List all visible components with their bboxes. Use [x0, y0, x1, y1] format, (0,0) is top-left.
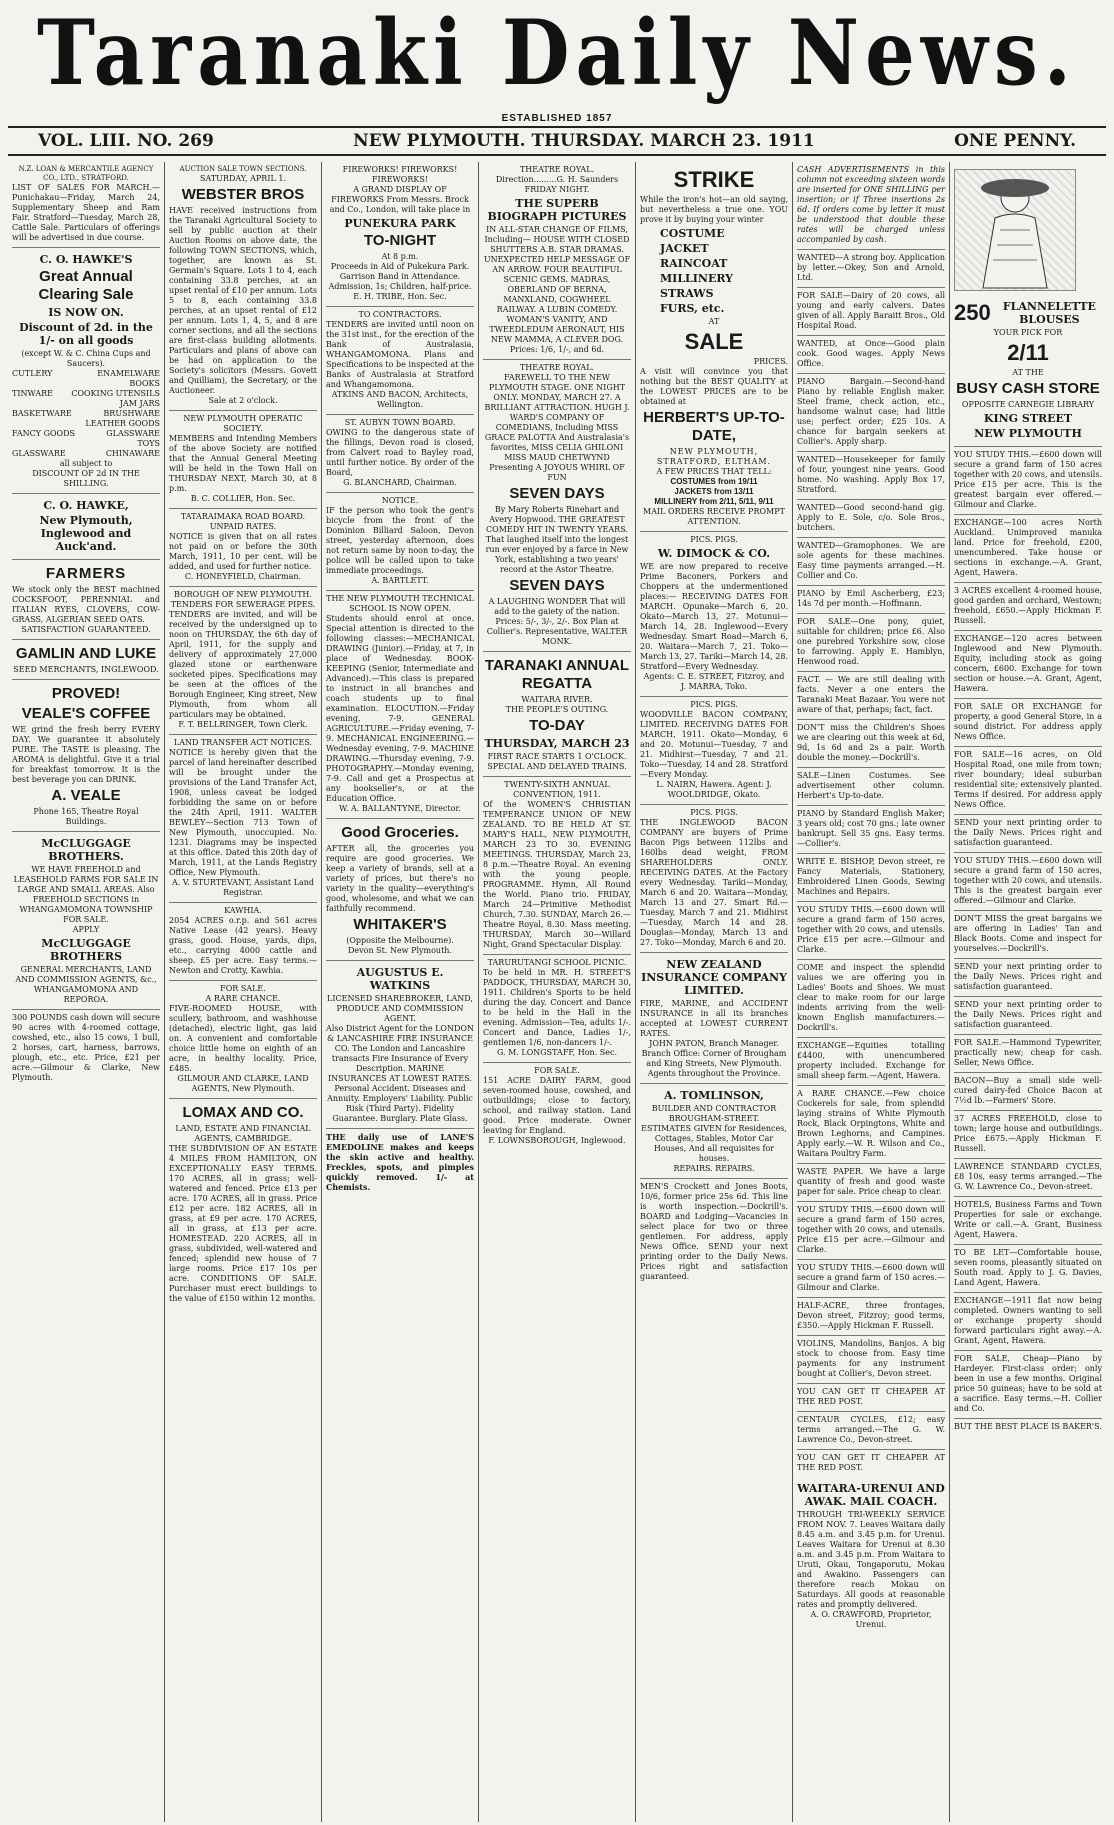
ad-misc-notices — [640, 1179, 788, 1286]
ad-signature: E. H. TRIBE, Hon. Sec. — [353, 292, 447, 301]
ad-heading: WAITARA-URENUI AND AWAK. MAIL COACH. — [797, 1482, 945, 1508]
ad-theatre-seven-days — [483, 360, 631, 652]
column-3 — [322, 162, 479, 1822]
small-ad: WANTED—Housekeeper for family of four, youngest nine years. Good home. No washing. Apply Box 17, Stratford. — [797, 452, 945, 500]
price-line: JACKETS from 13/11 — [674, 487, 754, 496]
small-ad: FOR SALE—16 acres, on Old Hospital Road, one mile from town; river boundary; ideal suburban residential site; extensively planted. Terms if desired. For address apply News Office. — [954, 747, 1102, 815]
ad-text: By Mary Roberts Rinehart and Avery Hopwood. THE GREATEST COMEDY HIT IN TWENTY YEARS. That laughed itself into the longest run ever enjoyed by a farce in New York, establishing a two years' record at the Astor Theatre. — [485, 505, 629, 574]
ad-subtitle: TENDERS FOR SEWERAGE PIPES. — [170, 600, 316, 609]
small-ad: WANTED—Good second-hand gig. Apply to E. Sole, c/o. Sole Bros., butchers. — [797, 500, 945, 538]
ad-body: 300 POUNDS cash down will secure 90 acres with 4-roomed cottage, cowshed, etc., also 15 cows, 1 bull, 2 horses, cart, harness, barrows, plough, etc., etc. Price, £21 per acre.—Gilmour & Clarke, New Plymouth. — [12, 1013, 160, 1082]
ad-inglewood-bacon — [640, 805, 788, 953]
small-ad: WANTED—A strong boy. Application by letter.—Okey, Son and Arnold, Ltd. — [797, 250, 945, 288]
ad-signature: C. HONEYFIELD, Chairman. — [184, 572, 302, 581]
ad-tomlinson — [640, 1084, 788, 1179]
ad-title: WEBSTER BROS — [181, 186, 305, 203]
ad-veale-coffee — [12, 680, 160, 832]
small-ad: WANTED—Gramophones. We are sole agents for these machines. Easy time payments arranged.—H. Collier and Co. — [797, 538, 945, 586]
small-ad: PIANO by Emil Ascherberg, £23; 14s 7d per month.—Hoffmann. — [797, 586, 945, 614]
ad-lomax — [169, 1099, 317, 1308]
ad-heading: McCLUGGAGE BROTHERS. — [41, 837, 131, 863]
ad-body: WE grind the fresh berry EVERY DAY. We guarantee it absolutely PURE. The TASTE is pleasing. The AROMA is delightful. Give it a trial for breakfast tomorrow. It is the best beverage you can DRINK. — [12, 725, 160, 784]
ad-store: BUSY CASH STORE — [956, 380, 1100, 397]
ad-body: AFTER all, the groceries you require are good groceries. We keep a variety of brands, sell at a variety of prices, but there's no variety in the quality—everything's good, wholesome, and what we can faithfully recommend. — [326, 844, 474, 913]
ad-body: 151 ACRE DAIRY FARM, good seven-roomed house, cowshed, and outbuildings; close to factory, school, and railway station. Land good. Price moderate. Owner leaving for England. — [483, 1076, 631, 1135]
ad-heading: NEW ZEALAND INSURANCE COMPANY LIMITED. — [641, 958, 787, 997]
ad-text: AT — [708, 317, 720, 326]
ad-heading: AUGUSTUS E. WATKINS — [356, 966, 444, 992]
ad-title: SEVEN DAYS — [509, 577, 605, 594]
ad-store: HERBERT'S UP-TO-DATE, — [643, 409, 785, 444]
ad-text: REPAIRS. REPAIRS. — [673, 1164, 755, 1173]
ad-title: THE SUPERB BIOGRAPH PICTURES — [487, 197, 627, 223]
ad-dimock-pigs — [640, 532, 788, 697]
ad-signature: A. VEALE — [51, 787, 121, 804]
ad-text: Devon St. New Plymouth. — [347, 946, 452, 955]
ad-hawke-branches — [12, 494, 160, 560]
ad-heading: C. O. HAWKE, — [43, 499, 129, 512]
strike-item: MILLINERY — [660, 272, 734, 285]
ad-heading: PICS. PIGS. — [690, 808, 738, 817]
goods-list-item — [12, 439, 160, 449]
small-ad: YOU STUDY THIS.—£600 down will secure a grand farm of 150 acres.—Gilmour and Clarke. — [797, 1260, 945, 1298]
ad-heading: PICS. PIGS. — [690, 535, 738, 544]
ad-fireworks — [326, 162, 474, 307]
ad-title: TO-NIGHT — [363, 232, 437, 249]
ad-kawhia — [169, 903, 317, 981]
ad-text: PRICES. — [753, 357, 788, 366]
small-ad: YOU STUDY THIS.—£600 down will secure a grand farm of 150 acres together with 20 cows, and utensils. Price £15 per acre. This is the greatest bargain ever offered.—Gilmour and Clarke. — [954, 447, 1102, 515]
ad-lanes — [326, 1129, 474, 1196]
ad-body: MEMBERS and Intending Members of the above Society are notified that the Annual General Meeting will be held in the Town Hall on THURSDAY NEXT, March 30, at 8 p.m. — [169, 434, 317, 493]
ad-date: THURSDAY, MARCH 23 — [484, 737, 630, 750]
ad-text: (Opposite the Melbourne). — [346, 936, 454, 945]
ad-title: TO-DAY — [529, 717, 585, 734]
ad-discount: Discount of 2d. in the 1/- on all goods — [19, 321, 153, 347]
small-ads-list — [797, 250, 945, 1477]
newspaper-title: Taranaki Daily News. — [37, 1, 1077, 106]
ad-heading: LAND TRANSFER ACT NOTICES. — [173, 738, 313, 747]
goods-item-label: COOKING UTENSILS — [71, 389, 160, 398]
ad-heading: PICS. PIGS. — [690, 700, 738, 709]
ad-signature: WHITAKER'S — [353, 916, 447, 933]
strike-item: COSTUME — [660, 227, 725, 240]
masthead — [8, 0, 1106, 112]
ad-subtitle: UNPAID RATES. — [209, 522, 277, 531]
ad-date: FRIDAY NIGHT. — [524, 185, 590, 194]
column-4 — [479, 162, 636, 1822]
issue-price: ONE PENNY. — [954, 131, 1076, 151]
ad-technical-school — [326, 591, 474, 819]
ad-signature: ATKINS AND BACON, Architects, Wellington. — [331, 390, 469, 409]
ad-text: all subject to — [59, 459, 113, 468]
goods-item-label: LEATHER GOODS — [85, 419, 160, 428]
strike-item: FURS, etc. — [660, 302, 725, 315]
ad-address: NEW PLYMOUTH — [974, 427, 1082, 440]
ad-heading: BOROUGH OF NEW PLYMOUTH. — [174, 590, 312, 599]
ad-heading: FLANNELETTE BLOUSES — [1002, 300, 1096, 326]
ad-tataraimaka — [169, 509, 317, 587]
ad-signature: W. A. BALLANTYNE, Director. — [339, 804, 461, 813]
small-ad: DON'T miss the Children's Shoes we are clearing out this week at 6d, 9d, 1s 6d and 2s a pair. Worth double the money.—Dockrill's. — [797, 720, 945, 768]
goods-list — [12, 369, 160, 459]
goods-item-label: BOOKS — [129, 379, 160, 388]
ad-title: SEVEN DAYS — [509, 485, 605, 502]
ad-heading: GAMLIN AND LUKE — [15, 645, 157, 662]
ad-borough — [169, 587, 317, 735]
ad-body: We stock only the BEST machined COCKSFOOT, PERENNIAL and ITALIAN RYES, CLOVERS, COW-GRASS, ALGERIAN SEED OATS. — [12, 585, 160, 624]
ad-text: AT THE — [1012, 368, 1044, 377]
ad-body: IN ALL-STAR CHANGE OF FILMS, Including— HOUSE WITH CLOSED SHUTTERS A.B. STAR DRAMAS. UNEXPECTED HELP MESSAGE OF AN ARROW. FOUR BEAUTIFUL SCENIC GEMS. MADRAS, OBERLAND OF BERNA, MANXLAND, COGWHEEL RAILWAY. A LUBIN COMEDY. WOMAN'S VANITY, AND TWEEDLEDUM AERONAUT, HIS NEW MAMMA, A CLEVER DOG. — [483, 225, 631, 344]
ad-body: FIVE-ROOMED HOUSE, with scullery, bathroom, and washhouse (detached), electric light, gas laid on. A convenient and comfortable choice little home on eighth of an acre, in healthy locality. Price, £485. — [169, 1004, 317, 1073]
column-2 — [165, 162, 322, 1822]
ad-time: At 8 p.m. — [381, 252, 419, 261]
small-ad: CENTAUR CYCLES, £12; easy terms arranged.—The G. W. Lawrence Co., Devon-street. — [797, 1412, 945, 1450]
goods-item-label: GLASSWARE — [106, 429, 160, 438]
ad-woodville-bacon — [640, 697, 788, 805]
ad-text: THE PEOPLE'S OUTING. — [505, 705, 609, 714]
ad-signature: A. V. STURTEVANT, Assistant Land Registrar. — [171, 878, 315, 897]
ad-body: Of the WOMEN'S CHRISTIAN TEMPERANCE UNION OF NEW ZEALAND. TO BE HELD AT ST. MARY'S HALL, NEW PLYMOUTH, MARCH 23 TO 30. EVENING MEETINGS. THURSDAY, March 23, 8 p.m.—Theatre Royal. An evening with the young people. PROGRAMME. Hymn, All Round the World. Piano trio. FRIDAY, March 24—Primitive Methodist Church, 7.30. SUNDAY, March 26.—Theatre Royal, 8.30. Mass meeting. THURSDAY, March 30—Willard Night, Grand Spectacular Display. — [483, 800, 631, 949]
ad-body: A GRAND DISPLAY OF FIREWORKS From Messrs. Brock and Co., London, will take place in — [329, 185, 471, 214]
goods-item-label: CUTLERY — [12, 369, 53, 378]
ad-body: THE SUBDIVISION OF AN ESTATE 4 MILES FROM HAMILTON, ON EXCEPTIONALLY EASY TERMS. 170 ACRES, all in grass; well-watered and fenced. Price £13 per acre. 170 ACRES, all in grass. Price £12 per acre. 182 ACRES, all in grass, at £9 per acre. 170 ACRES, all in grass, at £13 per acre. HOMESTEAD. 220 ACRES, all in grass, subdivided, well-watered and fenced; splendid new house of 7 large rooms. Price £17 10s per acre. CONDITIONS OF SALE. Purchaser must erect buildings to the value of £150 within 12 months. — [169, 1144, 317, 1303]
small-ad: YOU STUDY THIS.—£600 down will secure a grand farm of 150 acres, together with 20 cows, and utensils. This is the greatest bargain ever offered.—Gilmour and Clarke. — [954, 853, 1102, 911]
ad-gamlin-luke — [12, 640, 160, 680]
ad-text: A LAUGHING WONDER That will add to the gaiety of the nation. Prices: 5/-, 3/-, 2/-. Box Plan at Collier's. Representative, WALTER MONK. — [486, 597, 628, 646]
ad-herberts-strike — [640, 162, 788, 532]
ad-heading: NOTICE. — [381, 496, 419, 505]
small-ad: SEND your next printing order to the Daily News. Prices right and satisfaction guaranteed. — [954, 815, 1102, 853]
ad-subtitle: New Plymouth, Inglewood and Auck'and. — [39, 514, 133, 553]
goods-item-label: BASKETWARE — [12, 409, 72, 418]
ad-whitakers — [326, 819, 474, 961]
strike-item: STRAWS — [660, 287, 714, 300]
ad-farmers — [12, 560, 160, 640]
small-ad: BACON—Buy a small side well-cured dairy-fed Choice Bacon at 7½d lb.—Farmers' Store. — [954, 1073, 1102, 1111]
ad-heading: THE NEW PLYMOUTH TECHNICAL SCHOOL IS NOW OPEN. — [326, 594, 474, 613]
ad-body: THROUGH TRI-WEEKLY SERVICE FROM NOV. 7. Leaves Waitara daily 8.45 a.m. and 3.45 p.m. for Urenui. Leaves Waitara for Urenui at 8.30 a.m. and 3.45 p.m. From Waitara to Uruti, Okau, Tongaporutu, Mokau and Awakino. Passengers can therefore reach Mokau on Saturdays. All goods at reasonable rates and promptly delivered. — [797, 1510, 945, 1609]
goods-item-label: FANCY GOODS — [12, 429, 75, 438]
ad-heading: Good Groceries. — [341, 824, 459, 841]
goods-item-label: GLASSWARE — [12, 449, 66, 458]
ad-signature: McCLUGGAGE BROTHERS — [41, 937, 131, 963]
ad-body: FAREWELL TO THE NEW PLYMOUTH STAGE. ONE NIGHT ONLY. MONDAY, MARCH 27. A BRILLIANT ATTRACTION. HUGH J. WARD'S COMPANY OF COMEDIANS, Including MISS GRACE PALOTTA And Australasia's favorites, MISS CELIA GHILONI MISS MAUD CHETWYND Presenting A JOYOUS WHIRL OF FUN — [484, 373, 630, 482]
ad-heading: KAWHIA. — [224, 906, 262, 915]
goods-list-item — [12, 409, 160, 419]
ad-signature: F. LOWNSBOROUGH, Inglewood. — [488, 1136, 626, 1145]
ad-heading: C. O. HAWKE'S — [39, 253, 133, 266]
ad-text: Sale at 2 o'clock. — [208, 396, 278, 405]
small-ad: SEND your next printing order to the Daily News. Prices right and satisfaction guaranteed. — [954, 997, 1102, 1035]
ad-heading: LOMAX AND CO. — [182, 1104, 304, 1121]
small-ad: HOTELS, Business Farms and Town Properties for sale or exchange. Write or call.—A. Grant, Business Agent, Hawera. — [954, 1197, 1102, 1245]
strike-item: JACKET — [660, 242, 709, 255]
ad-signature: G. BLANCHARD, Chairman. — [343, 478, 457, 487]
ad-body: 2054 ACRES o.r.p. and 561 acres Native Lease (42 years). Heavy grass, good. House, yards, dips, etc., carrying 4000 cattle and sheep. £5 per acre. Easy terms.—Newton and Crotty, Kawhia. — [169, 916, 317, 975]
ad-body: ESTIMATES GIVEN for Residences, Cottages, Stables, Motor Car Houses, And all requisites for houses. — [641, 1124, 787, 1163]
small-ad: LAWRENCE STANDARD CYCLES, £8 10s, easy terms arranged.—The G. W. Lawrence Co., Devon-street. — [954, 1159, 1102, 1197]
ad-text: MAIL ORDERS RECEIVE PROMPT ATTENTION. — [643, 507, 785, 526]
ad-wctu — [483, 777, 631, 955]
ad-signature: F. T. BELLRINGER, Town Clerk. — [178, 720, 308, 729]
ad-heading: TWENTY-SIXTH ANNUAL CONVENTION, 1911. — [504, 780, 610, 799]
ad-place: PUNEKURA PARK — [344, 217, 456, 230]
ad-theatre-biograph — [483, 162, 631, 360]
ad-nz-insurance — [640, 953, 788, 1084]
column-6 — [793, 162, 950, 1822]
ad-heading: TARURUTANGI SCHOOL PICNIC. — [487, 958, 627, 967]
ad-body: To be held in MR. H. STREET'S PADDOCK, THURSDAY, MARCH 30, 1911. Children's Sports to be held during the day. Concert and Dance to be held in the Hall in the evening. Admission—Tea, adults 1/-. Concert and Dance, Ladies 1/-, gentlemen 1/6, non-dancers 1/-. — [483, 968, 631, 1047]
goods-item-label: JAM JARS — [119, 399, 160, 408]
strike-item-list — [640, 227, 788, 315]
ad-body: HAVE received instructions from the Taranaki Agricultural Society to sell by public auction at their Auction Rooms on above date, the following TOWN SECTIONS, which, together, are known as St. Germain's Square. Lots 1 to 4, each containing 33.8 perches, at an upset rental of £10 per annum. Lots 5 to 8, each containing 33.8 perches, at an upset rental of £12 per annum. Lots 1, 4, 5, and 8 are corner sections, and all the sections are first-class building allotments. Particulars and plans of above can be had on application to the Society's solicitors (Messrs. Govett and Quilliam), the Secretary, or the Auctioneer. — [169, 206, 317, 395]
ad-text: DISCOUNT OF 2d IN THE SHILLING. — [32, 469, 140, 488]
ad-body: NOTICE is given that on all rates not paid on or before the 30th March, 1911, 10 per cent. will be added, and used for further notice. — [169, 532, 317, 571]
goods-list-item — [12, 449, 160, 459]
ad-mccluggage — [12, 832, 160, 1010]
ad-text: OPPOSITE CARNEGIE LIBRARY — [961, 400, 1095, 409]
dateline-bar — [8, 126, 1106, 156]
ad-signature: L. NAIRN, Hawera. Agent: J. WOOLDRIDGE, Okato. — [656, 780, 772, 799]
small-ad: BUT THE BEST PLACE IS BAKER'S. — [954, 1422, 1102, 1431]
ad-subtitle: BUILDER AND CONTRACTOR BROUGHAM-STREET. — [651, 1104, 777, 1123]
ad-title: Great Annual Clearing Sale — [38, 268, 134, 303]
small-ad: YOU CAN GET IT CHEAPER AT THE RED POST. — [797, 1453, 945, 1472]
ad-heading: TATARAIMAKA ROAD BOARD. — [180, 512, 306, 521]
ad-watkins — [326, 961, 474, 1129]
ad-body: THE INGLEWOOD BACON COMPANY are buyers of Prime Bacon Pigs between 112lbs and 160lbs dead weight, FROM SHAREHOLDERS ONLY. RECEIVING DATES. At the Factory every Wednesday. Tariki—Monday, March 6 and 20. Waitara—Monday, March 13 and 27. Smart Rd.—Tuesday, March 7 and 21. Midhirst—Tuesday, March 14 and 28. Douglas—Monday, March 13 and 27. Toko—Monday, March 6 and 20. — [640, 818, 788, 947]
ad-signature: A. BARTLETT. — [371, 576, 429, 585]
ad-heading: FIREWORKS! FIREWORKS! FIREWORKS! — [342, 165, 458, 184]
volume-number: VOL. LIII. NO. 269 — [38, 131, 214, 151]
small-ad: FOR SALE.—Hammond Typewriter, practically new; cheap for cash. Seller, News Office. — [954, 1035, 1102, 1073]
date-place: NEW PLYMOUTH. THURSDAY. MARCH 23. 1911 — [353, 131, 815, 151]
ad-heading: NEW PLYMOUTH OPERATIC SOCIETY. — [183, 414, 303, 433]
goods-list-item — [12, 429, 160, 439]
ad-dairy-farm — [483, 1063, 631, 1150]
ad-heading: FARMERS — [45, 565, 127, 582]
column-7 — [950, 162, 1106, 1822]
ad-body: Students should enrol at once. Special attention is directed to the following classes:—MECHANICAL DRAWING (Junior).—Friday, at 7, in place of Wednesday. BOOK-KEEPING (Senior, Intermediate and Advanced).—This class is prepared to instruct in all branches and coach students up to final examination. ELOCUTION.—Friday evening, 7-9. GENERAL AGRICULTURE.—Friday evening, 7-9. MECHANICAL ENGINEERING.—Wednesday evening, 7-9. MACHINE DRAWING.—Thursday evening, 7-9. PHOTOGRAPHY.—Monday evening, 7-9. Call and get a Prospectus at any bookseller's, or at the Education Office. — [326, 614, 474, 803]
ad-heading: TARANAKI ANNUAL REGATTA — [484, 657, 630, 692]
ad-body: While the iron's hot—an old saying, but nevertheless a true one. YOU prove it by buying your winter — [640, 195, 788, 224]
ad-school-picnic — [483, 955, 631, 1063]
ad-price: 2/11 — [1007, 340, 1049, 365]
ad-signature: G. M. LONGSTAFF, Hon. Sec. — [496, 1048, 618, 1057]
ad-nz-loan — [12, 162, 160, 248]
small-ad: PIANO by Standard English Maker; 3 years old; cost 70 gns.; late owner bankrupt. Sell 35 gns. Easy terms.—Collier's. — [797, 806, 945, 854]
ad-busy-cash-store — [954, 162, 1102, 447]
ad-body: MEN'S Crockett and Jones Boots, 10/6, former price 25s 6d. This line is worth inspection.—Dockrill's. BOARD and Lodging—Vacancies in select place for two or three gentlemen. For address, apply News Office. SEND your next printing order to the Daily News. Prices right and satisfaction guaranteed. — [640, 1182, 788, 1281]
ad-st-aubyn — [326, 415, 474, 493]
ad-signature: GILMOUR AND CLARKE, LAND AGENTS, New Plymouth. — [177, 1074, 309, 1093]
small-ad: FOR SALE, Cheap—Piano by Hardeyer. First-class order; only been in use a few months. Original price 50 guineas; have to be sold at a sacrifice. Easy terms.—H. Collier and Co. — [954, 1351, 1102, 1419]
goods-item-label: CHINAWARE — [105, 449, 160, 458]
ad-date: SATURDAY, APRIL 1. — [200, 174, 286, 183]
ad-waitara-coach — [797, 1477, 945, 1634]
goods-item-label: TINWARE — [12, 389, 53, 398]
columns — [8, 162, 1106, 1822]
small-ad: FOR SALE OR EXCHANGE for property, a good General Store, in a sound district. For address apply News Office. — [954, 699, 1102, 747]
small-ads-list — [954, 447, 1102, 1436]
small-ad: 37 ACRES FREEHOLD, close to town; large house and outbuildings. Price £675.—Apply Hickman F. Russell. — [954, 1111, 1102, 1159]
small-ad: PIANO Bargain.—Second-hand Piano by reliable English maker. Steel frame, check action, etc., handsome walnut case; had little use; perfect order; £25 10s. A chance for bargain seekers at Collier's. Apply sharp. — [797, 374, 945, 452]
ad-body: WOODVILLE BACON COMPANY, LIMITED. RECEIVING DATES FOR MARCH, 1911. Okato—Monday, 6 and 20. Motunui—Tuesday, 7 and 21. Midhirst—Tuesday, 7 and 21. Toko—Tuesday, 14 and 28. Stratford—Every Monday. — [640, 710, 788, 779]
ad-for-sale-house — [169, 981, 317, 1099]
established-line: ESTABLISHED 1857 — [501, 113, 613, 124]
small-ad: VIOLINS, Mandolins, Banjos. A big stock to choose from. Easy time payments for any instrument bought at Collier's, Devon street. — [797, 1336, 945, 1384]
column-5 — [636, 162, 793, 1822]
ad-title: W. DIMOCK & CO. — [657, 547, 771, 560]
ad-body: CASH ADVERTISEMENTS in this column not exceeding sixteen words are inserted for ONE SHILLING per insertion; or if Three insertions 2s 6d. If orders come by letter it must be understood that double these rates will be charged unless accompanied by cash. — [797, 165, 945, 244]
ad-heading: TO CONTRACTORS. — [358, 310, 442, 319]
ad-webster — [169, 162, 317, 411]
blouse-count: 250 — [954, 300, 991, 325]
goods-list-item — [12, 419, 160, 429]
ad-regatta — [483, 652, 631, 777]
ad-heading: A. TOMLINSON, — [664, 1089, 764, 1102]
price-line: MILLINERY from 2/11, 5/11, 9/11 — [654, 497, 774, 506]
ad-heading: THEATRE ROYAL. — [519, 165, 595, 174]
small-ad: SALE—Linen Costumes. See advertisement other column. Herbert's Up-to-date. — [797, 768, 945, 806]
ad-text: YOUR PICK FOR — [993, 328, 1063, 337]
goods-list-item — [12, 389, 160, 399]
ad-subtitle: WAITARA RIVER. — [521, 695, 593, 704]
price-line: COSTUMES from 19/11 — [670, 477, 758, 486]
ad-text: SATISFACTION GUARANTEED. — [21, 625, 151, 634]
small-ad: WASTE PAPER. We have a large quantity of fresh and good waste paper for sale. Price cheap to clear. — [797, 1164, 945, 1202]
ad-title: SALE — [684, 329, 744, 354]
ad-address: KING STREET — [983, 412, 1073, 425]
goods-item-label: TOYS — [137, 439, 160, 448]
column-1 — [8, 162, 165, 1822]
ad-text: A FEW PRICES THAT TELL: — [656, 467, 772, 476]
ad-pounds — [12, 1010, 160, 1087]
small-ad: YOU STUDY THIS.—£600 down will secure a grand farm of 150 acres, together with 20 cows, and utensils. Price £15 per acre.—Gilmour and Clarke. — [797, 1202, 945, 1260]
ad-body: NOTICE is hereby given that the parcel of land hereinafter described will be brought under the provisions of the Land Transfer Act, 1908, unless caveat be lodged forbidding the same on or before the 24th April, 1911. WALTER BEWLEY—Section 713 Town of New Plymouth, unoccupied. No. 1231. Diagrams may be inspected at this office. Dated this 20th day of March, 1911, at the Lands Registry Office, New Plymouth. — [169, 748, 317, 877]
ad-text: Phone 165, Theatre Royal Buildings. — [33, 807, 139, 826]
ad-hawke-sale — [12, 248, 160, 494]
ad-heading: N.Z. LOAN & MERCANTILE AGENCY CO., LTD., STRATFORD. — [18, 165, 154, 182]
small-ad: FOR SALE—Dairy of 20 cows, all young and early calvers. Dates given of all. Apply Baraitt Bros., Old Hospital Road. — [797, 288, 945, 336]
ad-body: TENDERS are invited until noon on the 31st inst., for the erection of the Bank of Australasia, WHANGAMOMONA. Plans and Specifications to be inspected at the Banks of Australasia at Stratford and Whangamomona. — [326, 320, 474, 389]
ad-heading: AUCTION SALE TOWN SECTIONS. — [179, 165, 307, 173]
ad-signature: A. O. CRAWFORD, Proprietor, Urenui. — [810, 1610, 932, 1629]
ad-body: FIRE, MARINE, and ACCIDENT INSURANCE in all its branches accepted at LOWEST CURRENT RATES. — [640, 999, 788, 1038]
small-ad: FOR SALE—One pony, quiet, suitable for children; price £6. Also one purebred Yorkshire sow, close to farrowing. Apply E. Hamblyn, Henwood road. — [797, 614, 945, 672]
ad-signature: JOHN PATON, Branch Manager. Branch Office: Corner of Brougham and King Streets, New Plymouth. Agents throughout the Province. — [641, 1039, 787, 1078]
ad-signature: Agents: C. E. STREET, Fitzroy, and J. MARRA, Toko. — [643, 672, 785, 691]
small-ad: FACT. — We are still dealing with facts. Never a one enters the Taranaki Meat Bazaar. You were not aware of that, perhaps; fact, fact. — [797, 672, 945, 720]
ad-text: FIRST RACE STARTS 1 O'CLOCK. SPECIAL AND DELAYED TRAINS. — [487, 752, 627, 771]
ad-exception: (except W. & C. China Cups and Saucers). — [21, 349, 151, 368]
ad-land-transfer — [169, 735, 317, 903]
ad-heading: FOR SALE. — [534, 1066, 580, 1075]
ad-body: THE daily use of LANE'S EMEDOLINE makes and keeps the skin active and healthy. Freckles, spots, and pimples quickly removed. 1/- at Chemists. — [326, 1132, 474, 1192]
ad-subtitle: A RARE CHANCE. — [205, 994, 281, 1003]
goods-item-label: BRUSHWARE — [103, 409, 160, 418]
small-ad: A RARE CHANCE.—Few choice Cockerels for sale, from splendid laying strains of White Plymouth Rock, Black Orpingtons, White and Brown Leghorns, and Campines. Apply early.—W. R. Wilson and Co., Waitara Poultry Farm. — [797, 1086, 945, 1164]
ladies-fashion-illustration — [954, 169, 1076, 291]
small-ad: DON'T MISS the great bargains we are offering in Ladies' Tan and Black Boots. Come and inspect for yourselves.—Dockrill's. — [954, 911, 1102, 959]
ad-heading: FOR SALE. — [220, 984, 266, 993]
small-ad: EXCHANGE—1911 flat now being completed. Owners wanting to sell or exchange property should forward particulars right away.—A. Grant, Agent, Hawera. — [954, 1293, 1102, 1351]
ad-heading: STRIKE — [673, 167, 755, 192]
ad-signature: B. C. COLLIER, Hon. Sec. — [190, 494, 296, 503]
ad-body: A visit will convince you that nothing but the BEST QUALITY at the LOWEST PRICES are to be obtained at — [640, 367, 788, 406]
ad-operatic — [169, 411, 317, 509]
goods-list-item — [12, 369, 160, 379]
ad-subtitle: LAND, ESTATE AND FINANCIAL AGENTS, CAMBRIDGE. — [175, 1124, 311, 1143]
small-ad: YOU STUDY THIS.—£600 down will secure a grand farm of 150 acres, together with 20 cows, and utensils. Price £15 per acre.—Gilmour and Clarke. — [797, 902, 945, 960]
ad-heading: ST. AUBYN TOWN BOARD. — [344, 418, 456, 427]
ad-subtitle: IS NOW ON. — [48, 306, 124, 319]
ad-body: Also District Agent for the LONDON & LANCASHIRE FIRE INSURANCE CO. The London and Lancashire transacts Fire Insurance of Every Description. MARINE INSURANCES AT LOWEST RATES. Personal Accident. Diseases and Annuity. Employers' Liability. Public Risk (Third Party). Fidelity Guarantee. Burglary. Plate Glass. — [326, 1024, 474, 1123]
ad-text: GENERAL MERCHANTS, LAND AND COMMISSION AGENTS, &c., WHANGAMOMONA AND REPOROA. — [15, 965, 157, 1004]
ad-body: IF the person who took the gent's bicycle from the front of the Dominion Billiard Saloon, Devon street, yesterday afternoon, does not return same by noon to-day, the police will be called upon to take immediate proceedings. — [326, 506, 474, 575]
ad-heading: PROVED! — [51, 685, 121, 702]
goods-list-item — [12, 399, 160, 409]
small-ad: EXCHANGE—120 acres between Inglewood and New Plymouth. Equity, including stock as going concern, £600. Exchange for town section or house.—A. Grant, Agent, Hawera. — [954, 631, 1102, 699]
goods-list-item — [12, 379, 160, 389]
small-ad: COME and inspect the splendid values we are offering you in Ladies' Boots and Shoes. We must clear to make room for our large indents arriving from the well-known English manufacturers.—Dockrill's. — [797, 960, 945, 1038]
ad-body: WE are now prepared to receive Prime Baconers, Porkers and Choppers at the undermentioned places:— RECEIVING DATES FOR MARCH. Opunake—March 6, 20. Okato—March 13, 27. Motunui—March 14, 28. Inglewood—Every Wednesday. Smart Road—March 6, 20. Waitara—March 7, 21. Toko—March 13, 27. Tariki—March 14, 28. Stratford—Every Wednesday. — [640, 562, 788, 671]
ad-subtitle: SEED MERCHANTS, INGLEWOOD. — [13, 665, 159, 674]
ad-heading: THEATRE ROYAL. — [519, 363, 595, 372]
small-ad: TO BE LET—Comfortable house, seven rooms, pleasantly situated on South road. Apply to J. G. Davies, Land Agent, Hawera. — [954, 1245, 1102, 1293]
small-ad: EXCHANGE—100 acres North Auckland. Unimproved manuka land. Price for freehold, £200, unencumbered. Take house or sections in exchange.—A. Grant, Agent, Hawera. — [954, 515, 1102, 583]
ad-contractors — [326, 307, 474, 415]
small-ad: HALF-ACRE, three frontages, Devon street, Fitzroy; good terms, £350.—Apply Hickman F. Russell. — [797, 1298, 945, 1336]
ad-cash-rates — [797, 162, 945, 250]
ad-title: VEALE'S COFFEE — [21, 705, 151, 722]
ad-subtitle: Direction.........G. H. Saunders — [495, 175, 619, 184]
ad-body: LIST OF SALES FOR MARCH.— Punichakau—Friday, March 24, Supplementary Sheep and Ram Fair. Stratford—Tuesday, March 28, Cattle Sale. Particulars of offerings will be advertised in due course. — [12, 183, 160, 242]
ad-subtitle: LICENSED SHAREBROKER, LAND, PRODUCE AND COMMISSION AGENT. — [327, 994, 473, 1023]
small-ad: YOU CAN GET IT CHEAPER AT THE RED POST. — [797, 1384, 945, 1412]
small-ad: EXCHANGE—Equities totalling £4400, with unencumbered property included. Exchange for small sheep farm.—Agent, Hawera. — [797, 1038, 945, 1086]
ad-text: Proceeds in Aid of Pukekura Park. Garrison Band in Attendance. Admission, 1s; Children, half-price. — [328, 262, 472, 291]
small-ad: SEND your next printing order to the Daily News. Prices right and satisfaction guaranteed. — [954, 959, 1102, 997]
ad-body: OWING to the dangerous state of the fillings, Devon road is closed, from Calvert road to Bayley road, until further notice. By order of the Board, — [326, 428, 474, 477]
ad-body: WE HAVE FREEHOLD and LEASEHOLD FARMS FOR SALE IN LARGE AND SMALL AREAS. Also FREEHOLD SECTIONS in WHANGAMOMONA TOWNSHIP FOR SALE. — [13, 865, 159, 924]
small-ad: WRITE E. BISHOP, Devon street, re Fancy Materials, Stationery, Embroidered Linen Goods, Sewing Machines and Repairs. — [797, 854, 945, 902]
small-ad: 3 ACRES excellent 4-roomed house, good garden and orchard, Westown; freehold, £650.—Apply Hickman F. Russell. — [954, 583, 1102, 631]
goods-item-label: ENAMELWARE — [97, 369, 160, 378]
small-ad: WANTED, at Once—Good plain cook. Good wages. Apply News Office. — [797, 336, 945, 374]
ad-notice — [326, 493, 474, 591]
ad-places: NEW PLYMOUTH, STRATFORD, ELTHAM. — [656, 447, 772, 466]
ad-body: TENDERS are invited, and will be received by the undersigned up to noon on THURSDAY, the 6th day of April, 1911, for the supply and delivery of approximately 27,000 glazed stone or earthenware socketed pipes. Specifications may be seen at the offices of the Borough Engineer, King street, New Plymouth, from whom all particulars may be obtained. — [169, 610, 317, 719]
ad-prices: Prices: 1/6, 1/-, and 6d. — [509, 345, 605, 354]
ad-text: APPLY — [72, 925, 100, 934]
strike-item: RAINCOAT — [660, 257, 728, 270]
